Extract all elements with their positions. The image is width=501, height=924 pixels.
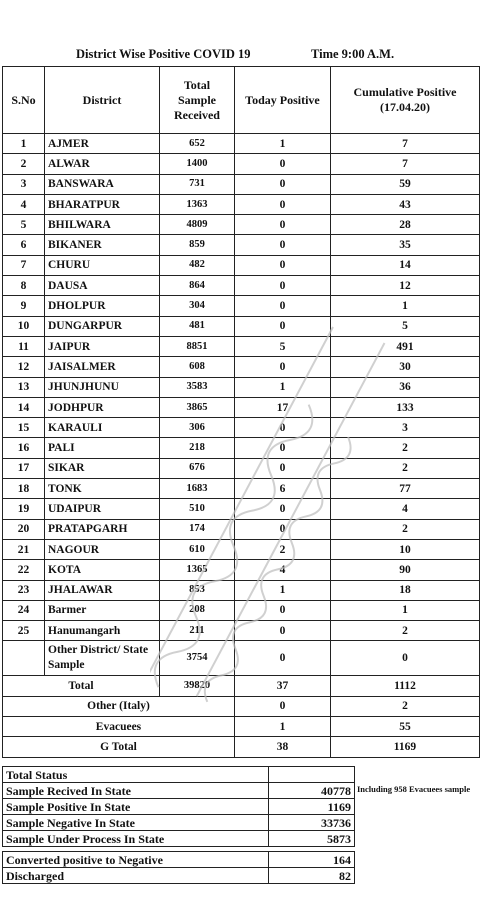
g-total-today: 38 [234, 737, 330, 757]
table-row [3, 438, 480, 458]
status-row [3, 783, 355, 799]
report-time: Time 9:00 A.M. [311, 47, 395, 61]
row-sno: 20 [3, 519, 45, 539]
row-total: 218 [160, 438, 235, 458]
row-district: BHARATPUR [45, 194, 160, 214]
row-district: ALWAR [45, 154, 160, 174]
row-sno: 17 [3, 458, 45, 478]
table-row [3, 357, 480, 377]
row-district: NAGOUR [45, 539, 160, 559]
table-row [3, 296, 480, 316]
other-italy-row [3, 696, 480, 716]
row-sno: 22 [3, 560, 45, 580]
row-district: PRATAPGARH [45, 519, 160, 539]
row-district: TONK [45, 479, 160, 499]
row-today: 0 [234, 438, 330, 458]
table-row [3, 600, 480, 620]
row-total: 1400 [160, 154, 235, 174]
evacuees-note: Including 958 Evacuees sample [357, 784, 471, 794]
status-value: 33736 [269, 815, 355, 831]
table-row [3, 479, 480, 499]
row-total: 853 [160, 580, 235, 600]
row-sno: 10 [3, 316, 45, 336]
row-cumulative: 3 [330, 418, 479, 438]
row-today: 1 [234, 134, 330, 154]
table-row [3, 336, 480, 356]
row-district: BHILWARA [45, 215, 160, 235]
row-today: 0 [234, 194, 330, 214]
row-total: 1363 [160, 194, 235, 214]
total-today: 37 [234, 676, 330, 696]
row-sno: 8 [3, 276, 45, 296]
row-total: 8851 [160, 336, 235, 356]
status-title-row [3, 767, 355, 783]
row-today: 0 [234, 499, 330, 519]
row-district: JHALAWAR [45, 580, 160, 600]
row-total: 610 [160, 539, 235, 559]
report-header [0, 47, 501, 65]
row-total: 4809 [160, 215, 235, 235]
row-cumulative: 18 [330, 580, 479, 600]
g-total-label: G Total [3, 737, 235, 757]
row-sno: 1 [3, 134, 45, 154]
row-today: 1 [234, 377, 330, 397]
row-cumulative: 5 [330, 316, 479, 336]
row-today: 0 [234, 215, 330, 235]
row-total: 482 [160, 255, 235, 275]
table-row [3, 519, 480, 539]
table-row [3, 418, 480, 438]
row-total: 304 [160, 296, 235, 316]
other-italy-today: 0 [234, 696, 330, 716]
row-cumulative: 7 [330, 134, 479, 154]
row-total: 1365 [160, 560, 235, 580]
row-district: PALI [45, 438, 160, 458]
row-cumulative: 35 [330, 235, 479, 255]
row-sno: 15 [3, 418, 45, 438]
table-row [3, 215, 480, 235]
status-value: 82 [269, 868, 355, 884]
report-title: District Wise Positive COVID 19 [76, 47, 251, 61]
row-district: DAUSA [45, 276, 160, 296]
district-table [2, 66, 480, 758]
evacuees-label: Evacuees [3, 717, 235, 737]
row-total: 211 [160, 621, 235, 641]
evacuees-row [3, 717, 480, 737]
status-row [3, 868, 355, 884]
table-row [3, 397, 480, 417]
table-row [3, 499, 480, 519]
row-sno: 21 [3, 539, 45, 559]
row-total: 3865 [160, 397, 235, 417]
row-cumulative: 2 [330, 621, 479, 641]
table-row [3, 235, 480, 255]
other-italy-label: Other (Italy) [3, 696, 235, 716]
row-today: 0 [234, 255, 330, 275]
col-sno: S.No [3, 67, 45, 134]
row-cumulative: 2 [330, 458, 479, 478]
row-cumulative: 43 [330, 194, 479, 214]
status-value: 1169 [269, 799, 355, 815]
status-label: Sample Positive In State [3, 799, 269, 815]
table-row [3, 154, 480, 174]
total-samples: 39820 [160, 676, 235, 696]
row-cumulative: 12 [330, 276, 479, 296]
row-sno: 19 [3, 499, 45, 519]
row-cumulative: 90 [330, 560, 479, 580]
row-cumulative: 4 [330, 499, 479, 519]
evacuees-cum: 55 [330, 717, 479, 737]
row-today: 0 [234, 519, 330, 539]
row-district: CHURU [45, 255, 160, 275]
status-title-value [269, 767, 355, 783]
row-today: 0 [234, 418, 330, 438]
status-row [3, 815, 355, 831]
row-total: 859 [160, 235, 235, 255]
row-district: DUNGARPUR [45, 316, 160, 336]
row-district: DHOLPUR [45, 296, 160, 316]
row-today: 0 [234, 458, 330, 478]
other-italy-cum: 2 [330, 696, 479, 716]
other-cum: 0 [330, 641, 479, 676]
table-row [3, 560, 480, 580]
row-total: 608 [160, 357, 235, 377]
row-district: JODHPUR [45, 397, 160, 417]
row-today: 0 [234, 600, 330, 620]
row-today: 0 [234, 357, 330, 377]
row-today: 17 [234, 397, 330, 417]
row-cumulative: 491 [330, 336, 479, 356]
row-district: JAIPUR [45, 336, 160, 356]
row-district: SIKAR [45, 458, 160, 478]
total-cum: 1112 [330, 676, 479, 696]
row-total: 306 [160, 418, 235, 438]
table-row [3, 194, 480, 214]
row-district: BIKANER [45, 235, 160, 255]
table-row [3, 621, 480, 641]
table-header-row [3, 67, 480, 134]
row-total: 481 [160, 316, 235, 336]
row-cumulative: 2 [330, 438, 479, 458]
row-sno: 11 [3, 336, 45, 356]
status-row [3, 799, 355, 815]
table-row [3, 276, 480, 296]
row-sno: 24 [3, 600, 45, 620]
status-row [3, 831, 355, 847]
row-sno: 23 [3, 580, 45, 600]
row-sno: 7 [3, 255, 45, 275]
row-district: BANSWARA [45, 174, 160, 194]
status-value: 164 [269, 852, 355, 868]
table-row [3, 377, 480, 397]
row-cumulative: 59 [330, 174, 479, 194]
row-today: 0 [234, 316, 330, 336]
total-row [3, 676, 480, 696]
row-district: AJMER [45, 134, 160, 154]
row-cumulative: 7 [330, 154, 479, 174]
table-row [3, 539, 480, 559]
row-today: 0 [234, 154, 330, 174]
row-district: JAISALMER [45, 357, 160, 377]
row-total: 510 [160, 499, 235, 519]
row-district: Hanumangarh [45, 621, 160, 641]
row-sno: 4 [3, 194, 45, 214]
row-total: 174 [160, 519, 235, 539]
status-table [2, 766, 355, 884]
row-cumulative: 14 [330, 255, 479, 275]
row-sno: 12 [3, 357, 45, 377]
row-district: KOTA [45, 560, 160, 580]
table-row [3, 580, 480, 600]
row-today: 4 [234, 560, 330, 580]
row-sno: 13 [3, 377, 45, 397]
row-total: 676 [160, 458, 235, 478]
row-cumulative: 133 [330, 397, 479, 417]
row-district: Barmer [45, 600, 160, 620]
other-district-label: Other District/ State Sample [45, 641, 160, 676]
col-district: District [45, 67, 160, 134]
row-today: 6 [234, 479, 330, 499]
row-cumulative: 28 [330, 215, 479, 235]
g-total-row [3, 737, 480, 757]
other-sno [3, 641, 45, 676]
status-label: Converted positive to Negative [3, 852, 269, 868]
table-row [3, 316, 480, 336]
other-district-row [3, 641, 480, 676]
status-value: 5873 [269, 831, 355, 847]
row-sno: 3 [3, 174, 45, 194]
row-cumulative: 1 [330, 296, 479, 316]
row-total: 208 [160, 600, 235, 620]
status-label: Sample Recived In State [3, 783, 269, 799]
row-today: 5 [234, 336, 330, 356]
row-sno: 6 [3, 235, 45, 255]
table-row [3, 134, 480, 154]
row-sno: 18 [3, 479, 45, 499]
col-today: Today Positive [234, 67, 330, 134]
status-label: Sample Under Process In State [3, 831, 269, 847]
status-label: Discharged [3, 868, 269, 884]
total-label: Total [3, 676, 160, 696]
row-total: 652 [160, 134, 235, 154]
row-today: 0 [234, 235, 330, 255]
row-today: 2 [234, 539, 330, 559]
status-row [3, 852, 355, 868]
row-sno: 2 [3, 154, 45, 174]
other-total: 3754 [160, 641, 235, 676]
col-total: Total Sample Received [160, 67, 235, 134]
g-total-cum: 1169 [330, 737, 479, 757]
row-sno: 16 [3, 438, 45, 458]
row-today: 0 [234, 296, 330, 316]
row-sno: 25 [3, 621, 45, 641]
row-total: 1683 [160, 479, 235, 499]
row-cumulative: 30 [330, 357, 479, 377]
row-today: 1 [234, 580, 330, 600]
row-total: 3583 [160, 377, 235, 397]
row-district: UDAIPUR [45, 499, 160, 519]
status-label: Sample Negative In State [3, 815, 269, 831]
row-sno: 14 [3, 397, 45, 417]
row-sno: 5 [3, 215, 45, 235]
row-today: 0 [234, 276, 330, 296]
row-total: 731 [160, 174, 235, 194]
status-title: Total Status [3, 767, 269, 783]
row-today: 0 [234, 621, 330, 641]
row-cumulative: 1 [330, 600, 479, 620]
table-row [3, 255, 480, 275]
row-cumulative: 2 [330, 519, 479, 539]
row-district: KARAULI [45, 418, 160, 438]
evacuees-today: 1 [234, 717, 330, 737]
table-row [3, 458, 480, 478]
table-row [3, 174, 480, 194]
row-cumulative: 36 [330, 377, 479, 397]
table-body [3, 134, 480, 641]
row-district: JHUNJHUNU [45, 377, 160, 397]
other-today: 0 [234, 641, 330, 676]
col-cumulative: Cumulative Positive (17.04.20) [330, 67, 479, 134]
row-total: 864 [160, 276, 235, 296]
row-cumulative: 10 [330, 539, 479, 559]
row-today: 0 [234, 174, 330, 194]
row-cumulative: 77 [330, 479, 479, 499]
status-value: 40778 [269, 783, 355, 799]
row-sno: 9 [3, 296, 45, 316]
